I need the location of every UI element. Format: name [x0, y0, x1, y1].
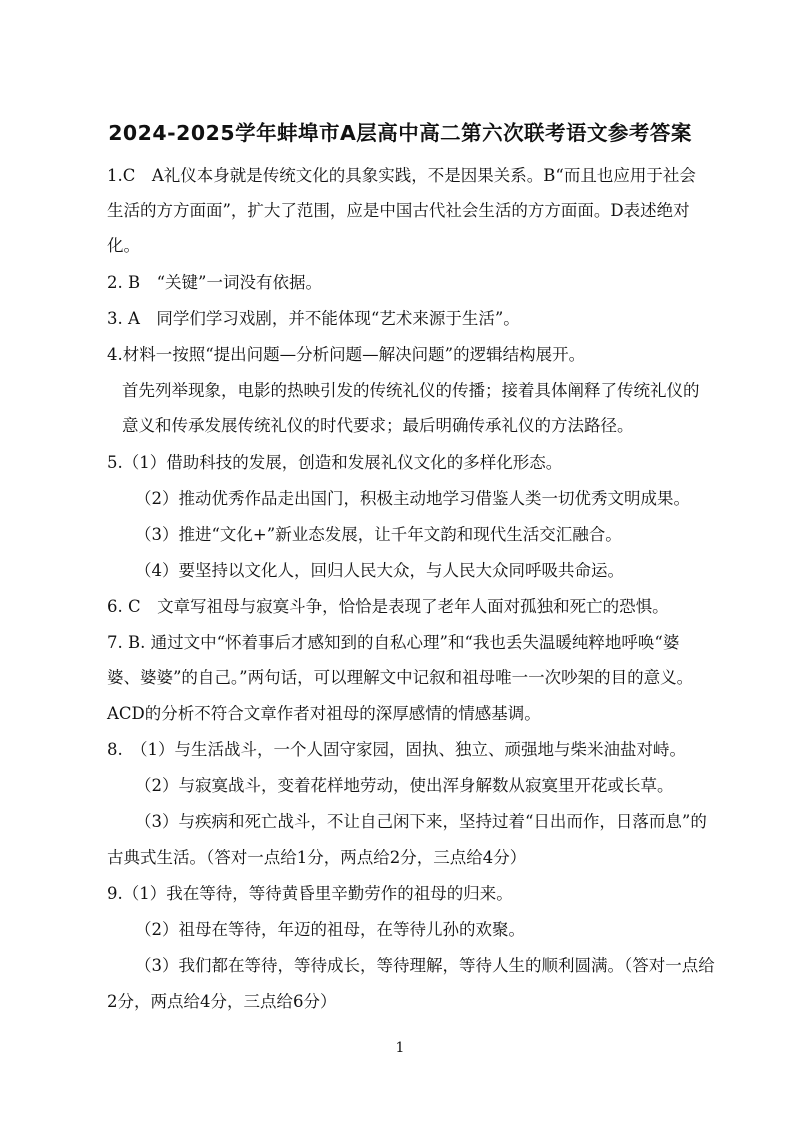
answer-7-line-2: 婆、婆婆”的自己。”两句话，可以理解文中记叙和祖母唯一一次吵架的目的意义。 [107, 668, 694, 687]
answer-1-line-3: 化。 [107, 236, 140, 255]
answer-5-item-2: （2）推动优秀作品走出国门，积极主动地学习借鉴人类一切优秀文明成果。 [135, 489, 690, 508]
answer-7-line-3: ACD的分析不符合文章作者对祖母的深厚感情的情感基调。 [107, 704, 541, 723]
answer-4-line-1: 4.材料一按照“提出问题—分析问题—解决问题”的逻辑结构展开。 [107, 345, 586, 364]
answer-1-line-1: 1.C A礼仪本身就是传统文化的具象实践，不是因果关系。B“而且也应用于社会 [107, 166, 696, 185]
answer-6: 6. C 文章写祖母与寂寞斗争，恰恰是表现了老年人面对孤独和死亡的恐惧。 [107, 597, 669, 616]
answer-4-line-3: 意义和传承发展传统礼仪的时代要求；最后明确传承礼仪的方法路径。 [122, 416, 634, 435]
answer-9-item-3: （3）我们都在等待，等待成长，等待理解，等待人生的顺利圆满。（答对一点给 [135, 956, 715, 975]
answer-1-line-2: 生活的方方面面”，扩大了范围，应是中国古代社会生活的方方面面。D表述绝对 [107, 201, 690, 220]
answer-9-scoring: 2分，两点给4分，三点给6分） [107, 992, 337, 1011]
answer-8-item-1: 8. （1）与生活战斗，一个人固守家园，固执、独立、顽强地与柴米油盐对峙。 [107, 740, 686, 759]
answer-7-line-1: 7. B. 通过文中“怀着事后才感知到的自私心理”和“我也丢失温暖纯粹地呼唤“婆 [107, 633, 680, 652]
answer-9-item-2: （2）祖母在等待，年迈的祖母，在等待儿孙的欢聚。 [135, 920, 525, 939]
answer-9-item-1: 9.（1）我在等待，等待黄昏里辛勤劳作的祖母的归来。 [107, 884, 513, 903]
answer-8-scoring: 古典式生活。（答对一点给1分，两点给2分，三点给4分） [107, 848, 527, 867]
page-number: 1 [395, 1040, 405, 1056]
answer-2: 2. B “关键”一词没有依据。 [107, 273, 322, 292]
answer-5-item-3: （3）推进“文化+”新业态发展，让千年文韵和现代生活交汇融合。 [135, 525, 622, 544]
answer-4-line-2: 首先列举现象，电影的热映引发的传统礼仪的传播；接着具体阐释了传统礼仪的 [122, 381, 700, 400]
answer-5-item-1: 5.（1）借助科技的发展，创造和发展礼仪文化的多样化形态。 [107, 453, 563, 472]
document-title: 2024-2025学年蚌埠市A层高中高二第六次联考语文参考答案 [108, 121, 692, 145]
answer-8-item-2: （2）与寂寞战斗，变着花样地劳动，使出浑身解数从寂寞里开花或长草。 [135, 776, 674, 795]
answer-8-item-3: （3）与疾病和死亡战斗，不让自己闲下来，坚持过着“日出而作，日落而息”的 [135, 812, 707, 831]
answer-5-item-4: （4）要坚持以文化人，回归人民大众，与人民大众同呼吸共命运。 [135, 561, 624, 580]
answer-3: 3. A 同学们学习戏剧，并不能体现“艺术来源于生活”。 [107, 309, 520, 328]
